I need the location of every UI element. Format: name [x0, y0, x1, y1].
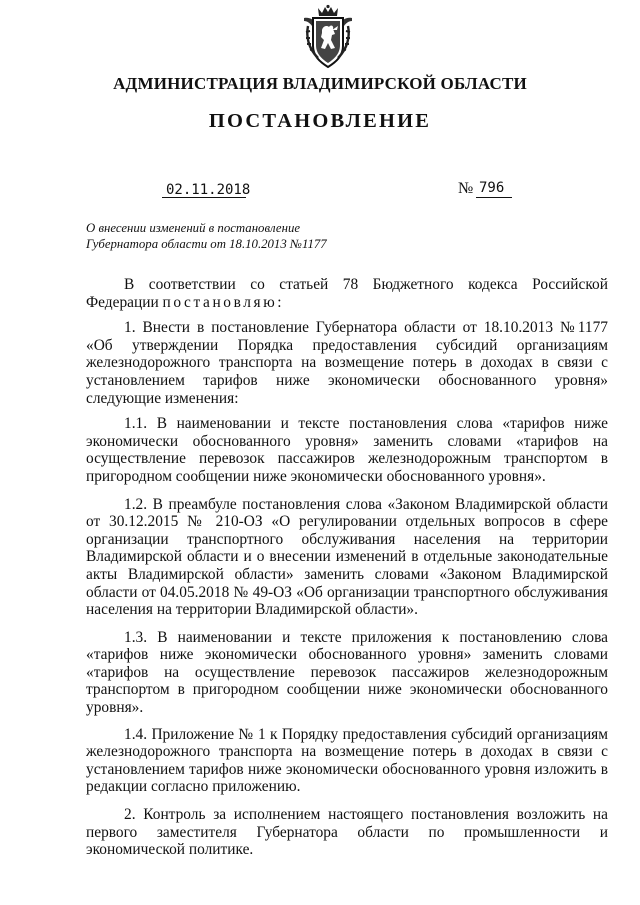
number-underline — [476, 197, 512, 198]
subject-line-2: Губернатора области от 18.10.2013 №1177 — [86, 236, 327, 251]
coat-of-arms-icon — [296, 4, 360, 70]
item-1-4-paragraph: 1.4. Приложение № 1 к Порядку предоставления субсидий организациям железнодорожного транспорта на возмещение потерь в доходах в связи с установлением тарифов ниже экономически обоснованного уровня изложить в редакции согласно приложению. — [86, 725, 608, 796]
item-2-paragraph: 2. Контроль за исполнением настоящего постановления возложить на первого заместителя Губернатора области по промышленности и экономической политике. — [86, 806, 608, 859]
item-1-1-paragraph: 1.1. В наименовании и тексте постановления слова «тарифов ниже экономически обоснованного уровня» заменить словами «тарифов на осуществление перевозок пассажиров железнодорожным транспортом в пригородном сообщении ниже экономически обоснованного уровня». — [86, 415, 608, 485]
preamble-text: В соответствии со статьей 78 Бюджетного кодекса Российской Федерации — [86, 276, 608, 311]
preamble-decree-word: постановляю: — [162, 293, 285, 311]
document-body — [86, 276, 608, 867]
item-1-3-paragraph: 1.3. В наименовании и тексте приложения к постановлению слова «тарифов ниже экономически обоснованного уровня» заменить словами «тарифов на осуществление перевозок пассажиров железнодорожным транспортом в пригородном сообщении ниже экономически обоснованного уровня». — [86, 628, 608, 717]
document-number: 796 — [479, 180, 505, 196]
number-label: № — [458, 180, 474, 197]
item-1-paragraph: 1. Внести в постановление Губернатора области от 18.10.2013 №1177 «Об утверждении Порядка предоставления субсидий организациям железнодорожного транспорта на возмещение потерь в доходах в связи с установлением тарифов ниже экономически обоснованного уровня» следующие изменения: — [86, 319, 608, 407]
document-date: 02.11.2018 — [166, 182, 251, 198]
item-1-2-paragraph: 1.2. В преамбуле постановления слова «Законом Владимирской области от 30.12.2015 № 210-ОЗ «О регулировании отдельных вопросов в сфере организации транспортного обслуживания населения на территории Владимирской области и о внесении изменений в отдельные законодательные акты Владимирской области» заменить словами «Законом Владимирской области от 04.05.2018 № 49-ОЗ «Об организации транспортного обслуживания населения на территории Владимирской области». — [86, 495, 608, 619]
subject-line-1: О внесении изменений в постановление — [86, 221, 301, 235]
date-underline — [162, 197, 246, 198]
preamble-paragraph — [86, 276, 608, 311]
document-subject — [86, 221, 386, 252]
organization-name: АДМИНИСТРАЦИЯ ВЛАДИМИРСКОЙ ОБЛАСТИ — [113, 74, 527, 93]
document-type-title: ПОСТАНОВЛЕНИЕ — [208, 110, 432, 132]
